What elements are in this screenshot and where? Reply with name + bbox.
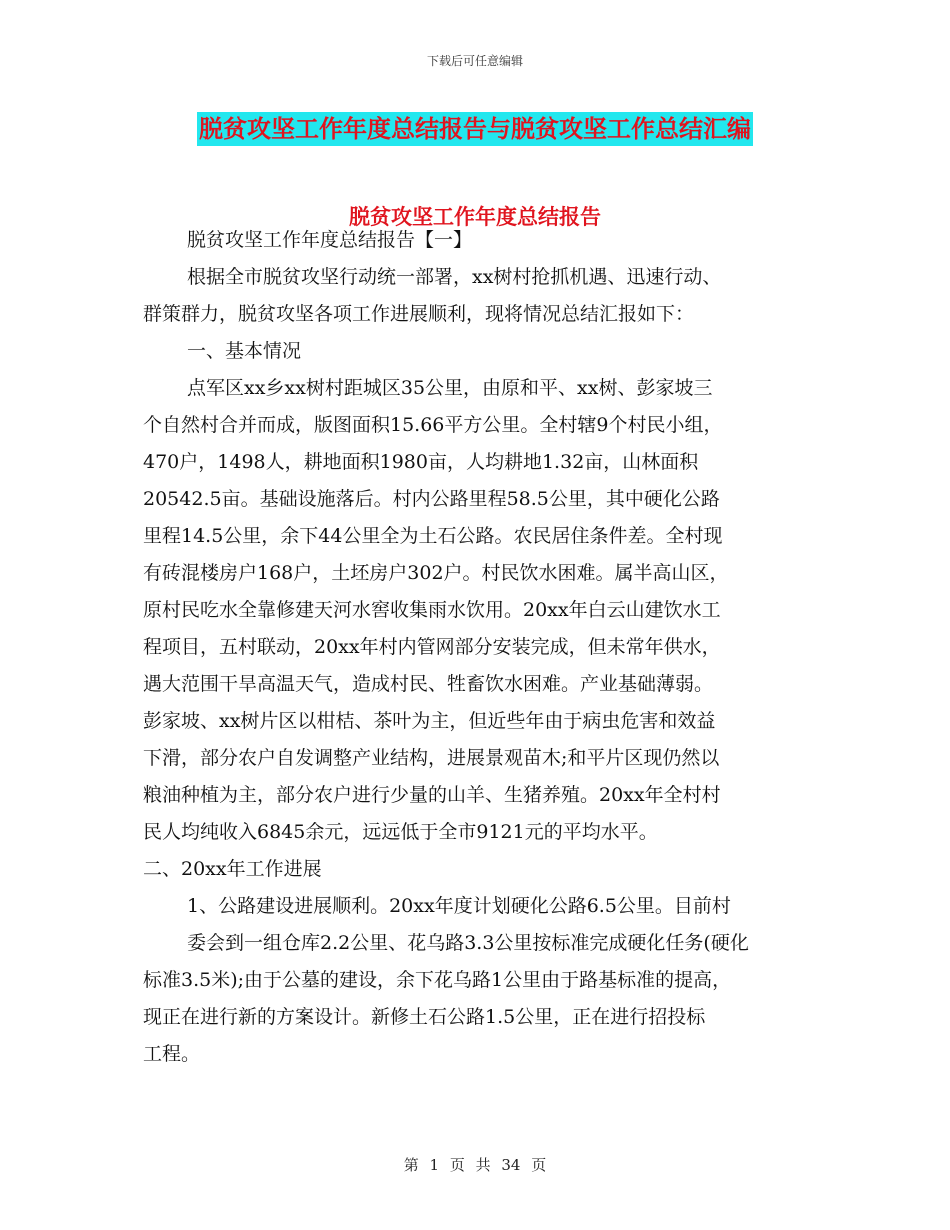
- text-line: 点军区xx乡xx树村距城区35公里，由原和平、xx树、彭家坡三: [187, 377, 713, 399]
- text-line: 二、20xx年工作进展: [143, 858, 322, 880]
- text-line: 程项目，五村联动，20xx年村内管网部分安装完成，但未常年供水，: [143, 636, 721, 658]
- text-line: 下滑，部分农户自发调整产业结构，进展景观苗木;和平片区现仍然以: [143, 747, 720, 769]
- section-heading-progress: 1、公路建设进展顺利。20xx年度计划硬化公路6.5公里。目前村: [187, 895, 731, 917]
- text-line: 有砖混楼房户168户，土坯房户302户。村民饮水困难。属半高山区，: [143, 562, 729, 584]
- text-line: 遇大范围干旱高温天气，造成村民、牲畜饮水困难。产业基础薄弱。: [143, 673, 714, 695]
- text-line: 群策群力，脱贫攻坚各项工作进展顺利，现将情况总结汇报如下：: [143, 303, 695, 325]
- page-footer: 第 1 页 共 34 页: [403, 1156, 547, 1174]
- text-line: 粮油种植为主，部分农户进行少量的山羊、生猪养殖。20xx年全村村: [143, 784, 721, 806]
- paragraph-heading: 脱贫攻坚工作年度总结报告【一】: [187, 229, 473, 251]
- document-title: [0, 112, 950, 146]
- text-line: 里程14.5公里，余下44公里全为土石公路。农民居住条件差。全村现: [143, 525, 723, 547]
- text-line: 470户，1498人，耕地面积1980亩，人均耕地1.32亩，山林面积: [143, 451, 699, 473]
- text-line: 个自然村合并而成，版图面积15.66平方公里。全村辖9个村民小组，: [143, 414, 723, 436]
- section-heading-basic: 一、基本情况: [187, 340, 302, 362]
- text-line: 标准3.5米);由于公墓的建设，余下花乌路1公里由于路基标准的提高，: [143, 969, 732, 991]
- text-line: 彭家坡、xx树片区以柑桔、茶叶为主，但近些年由于病虫危害和效益: [143, 710, 716, 732]
- document-title-text: 脱贫攻坚工作年度总结报告与脱贫攻坚工作总结汇编: [197, 112, 753, 146]
- section-title: 脱贫攻坚工作年度总结报告: [349, 205, 601, 229]
- text-line: 原村民吃水全靠修建天河水窖收集雨水饮用。20xx年白云山建饮水工: [143, 599, 721, 621]
- text-line: 委会到一组仓库2.2公里、花乌路3.3公里按标准完成硬化任务(硬化: [187, 932, 749, 954]
- body-text: [143, 222, 823, 1073]
- text-line: 根据全市脱贫攻坚行动统一部署，xx树村抢抓机遇、迅速行动、: [187, 266, 722, 288]
- text-line: 民人均纯收入6845余元，远远低于全市9121元的平均水平。: [143, 821, 658, 843]
- text-line: 现正在进行新的方案设计。新修土石公路1.5公里，正在进行招投标: [143, 1006, 706, 1028]
- header-note: 下载后可任意编辑: [426, 54, 523, 68]
- text-line: 工程。: [143, 1043, 201, 1065]
- text-line: 20542.5亩。基础设施落后。村内公路里程58.5公里，其中硬化公路: [143, 488, 720, 510]
